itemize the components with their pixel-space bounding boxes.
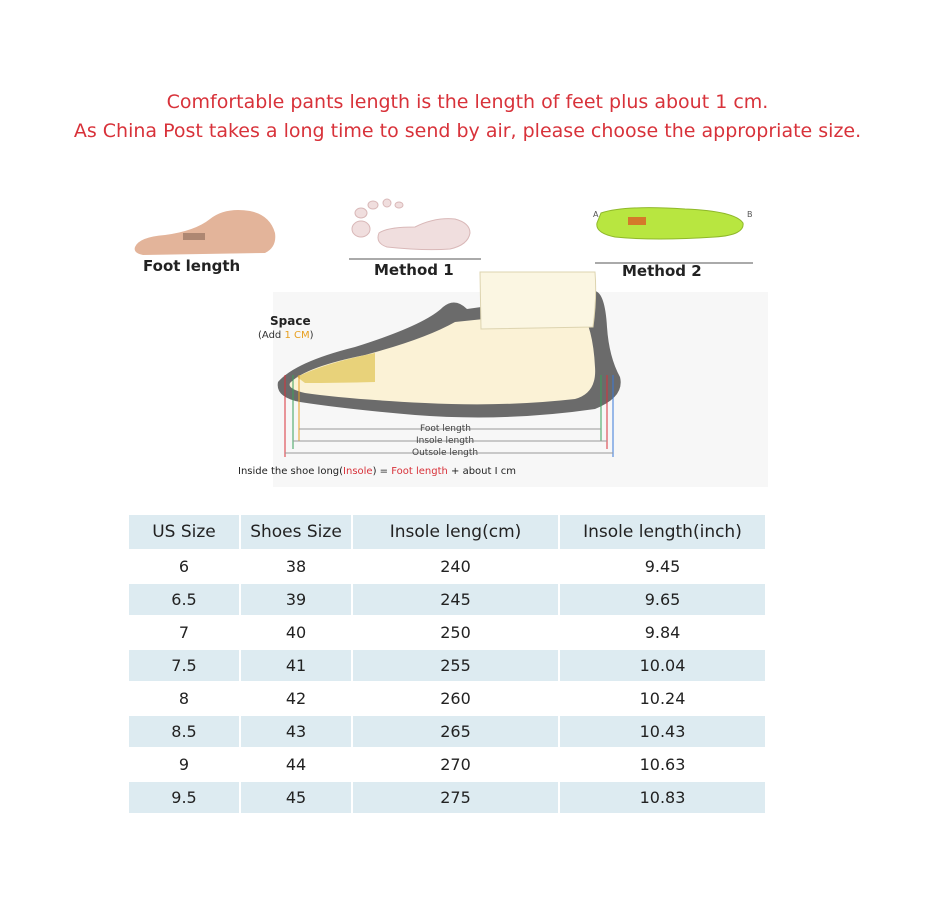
cell-insole-cm: 255	[353, 650, 558, 681]
size-chart-table	[127, 513, 767, 815]
cell-us-size: 7.5	[129, 650, 239, 681]
insole-point-a: A	[593, 210, 599, 219]
cell-insole-cm: 275	[353, 782, 558, 813]
insole-point-b: B	[747, 210, 753, 219]
cell-insole-inch: 10.43	[560, 716, 765, 747]
cell-us-size: 9.5	[129, 782, 239, 813]
header-shoes-size: Shoes Size	[241, 515, 351, 549]
method2-label: Method 2	[622, 262, 702, 280]
notice-line-1: Comfortable pants length is the length of feet plus about 1 cm.	[166, 91, 769, 113]
cell-shoes-size: 44	[285, 755, 307, 774]
cell-insole-inch: 10.83	[560, 782, 765, 813]
cell-us-size: 6	[178, 557, 190, 576]
table-row	[129, 683, 765, 714]
cell-us-size: 8.5	[129, 716, 239, 747]
table-row	[129, 782, 765, 813]
insole-icon	[597, 208, 743, 239]
table-row	[129, 749, 765, 780]
header-us-size: US Size	[129, 515, 239, 549]
cell-us-size: 6.5	[129, 584, 239, 615]
cell-insole-cm: 260	[440, 689, 471, 708]
cell-insole-inch: 9.65	[560, 584, 765, 615]
table-row	[129, 551, 765, 582]
cell-shoes-size: 42	[285, 689, 307, 708]
cell-insole-inch: 10.24	[639, 689, 686, 708]
cell-insole-inch: 10.04	[560, 650, 765, 681]
cell-insole-inch: 9.45	[644, 557, 681, 576]
header-insole-inch: Insole length(inch)	[560, 515, 765, 549]
cell-shoes-size: 38	[285, 557, 307, 576]
cell-insole-cm: 240	[440, 557, 471, 576]
size-notice	[0, 88, 935, 146]
table-row	[129, 716, 765, 747]
foot-length-line-label: Foot length	[420, 424, 471, 434]
cell-shoes-size: 41	[241, 650, 351, 681]
space-label: Space	[270, 314, 311, 328]
cell-insole-cm: 270	[440, 755, 471, 774]
foot-measure-illustration	[125, 197, 805, 492]
footprint-icon	[352, 199, 470, 250]
cell-us-size: 9	[178, 755, 190, 774]
space-add-note: (Add 1 CM)	[258, 330, 314, 341]
cell-us-size: 7	[178, 623, 190, 642]
cell-insole-cm: 250	[440, 623, 471, 642]
table-header-row	[129, 515, 765, 549]
foot-length-label: Foot length	[143, 257, 241, 275]
cell-shoes-size: 40	[285, 623, 307, 642]
cell-us-size: 8	[178, 689, 190, 708]
cell-shoes-size: 45	[241, 782, 351, 813]
table-row	[129, 617, 765, 648]
insole-length-line-label: Insole length	[416, 436, 475, 446]
table-row	[129, 584, 765, 615]
method1-label: Method 1	[374, 261, 454, 279]
foot-side-image	[135, 210, 276, 255]
cell-insole-inch: 9.84	[644, 623, 681, 642]
cell-insole-inch: 10.63	[639, 755, 686, 774]
insole-formula: Inside the shoe long(Insole) = Foot length + about I cm	[238, 466, 516, 477]
outsole-length-line-label: Outsole length	[412, 448, 479, 458]
notice-line-2: As China Post takes a long time to send by air, please choose the appropriate size.	[73, 120, 862, 142]
table-row	[129, 650, 765, 681]
cell-shoes-size: 43	[241, 716, 351, 747]
header-insole-cm: Insole leng(cm)	[353, 515, 558, 549]
cell-shoes-size: 39	[241, 584, 351, 615]
cell-insole-cm: 265	[353, 716, 558, 747]
cell-insole-cm: 245	[353, 584, 558, 615]
